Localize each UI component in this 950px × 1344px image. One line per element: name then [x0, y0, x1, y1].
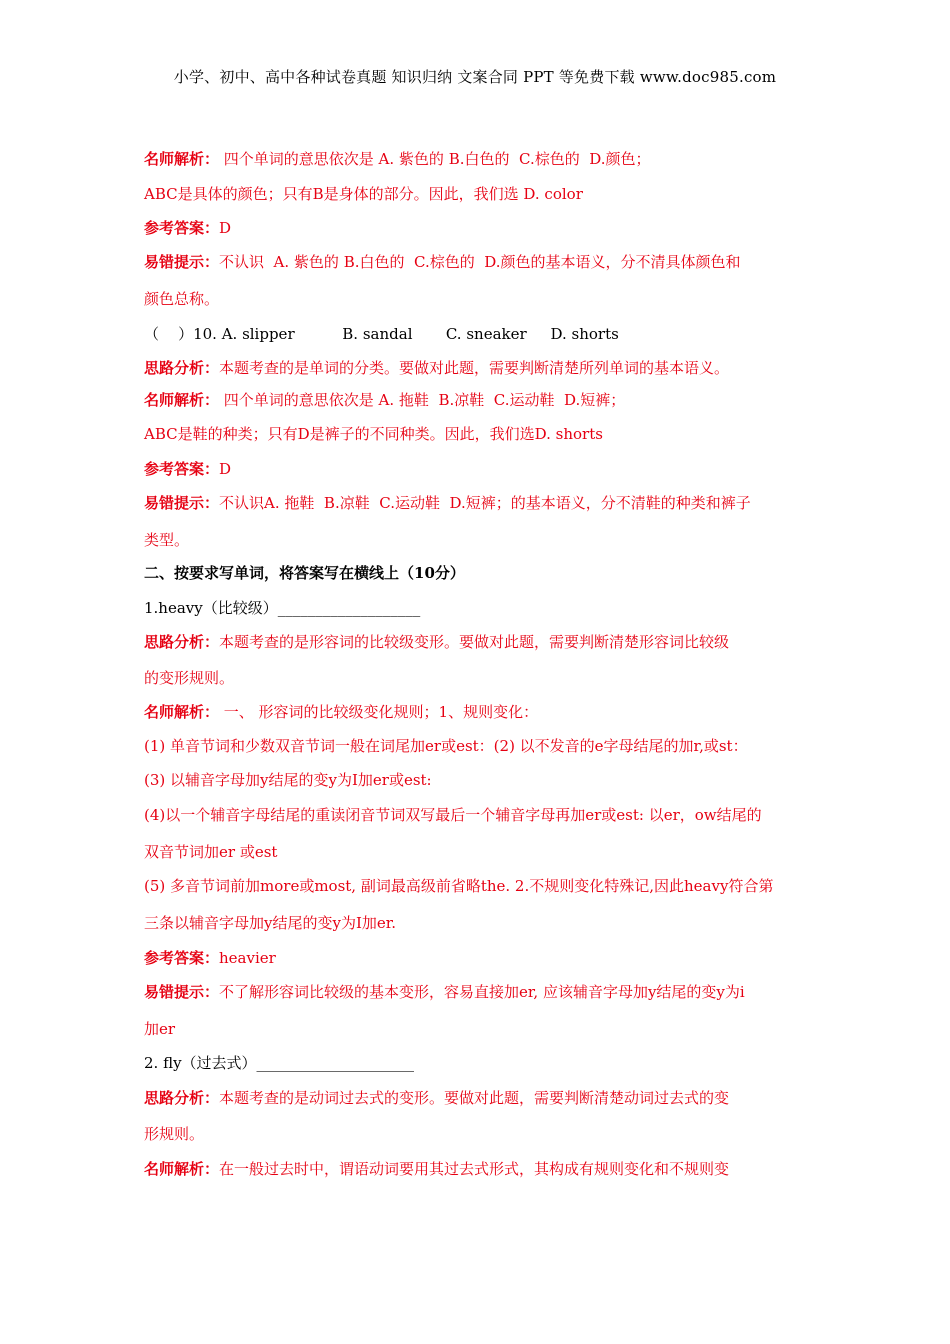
line-text: 在一般过去时中，谓语动词要用其过去式形式，其构成有规则变化和不规则变 [219, 1160, 730, 1178]
line-text: 二、按要求写单词，将答案写在横线上（10分） [144, 564, 465, 582]
text-line [144, 875, 773, 896]
line-text: 四个单词的意思依次是 A. 紫色的 B.白色的 C.棕色的 D.颜色； [219, 150, 651, 168]
text-line [144, 804, 762, 825]
line-text: (3) 以辅音字母加y结尾的变y为I加er或est: [144, 771, 432, 789]
text-line [144, 183, 583, 204]
line-text: 一、 形容词的比较级变化规则；1、规则变化： [219, 703, 539, 721]
line-text: (5) 多音节词前加more或most, 副词最高级前省略the. 2.不规则变化特殊记,因此heavy符合第 [144, 877, 774, 895]
line-text: 2. fly（过去式）_____________________ [144, 1054, 415, 1072]
section-label: 参考答案： [144, 949, 220, 967]
section-label: 思路分析： [144, 359, 220, 377]
text-line [144, 1018, 175, 1039]
line-text: 不了解形容词比较级的基本变形，容易直接加er, 应该辅音字母加y结尾的变y为i [219, 983, 745, 1001]
line-text: 1.heavy（比较级）___________________ [144, 599, 421, 617]
text-line [144, 1052, 414, 1073]
text-line [144, 841, 277, 862]
section-label: 易错提示： [144, 983, 220, 1001]
line-text: 类型。 [144, 531, 190, 549]
text-line [144, 701, 538, 722]
line-text: heavier [219, 949, 276, 967]
text-line [144, 458, 231, 479]
line-text: 双音节词加er 或est [144, 843, 278, 861]
text-line [144, 947, 276, 968]
line-text: ABC是鞋的种类；只有D是裤子的不同种类。因此，我们选D. shorts [144, 425, 603, 443]
text-line [144, 148, 651, 169]
text-line [144, 1087, 729, 1108]
section-label: 易错提示： [144, 253, 220, 271]
text-line [144, 492, 751, 513]
text-line [144, 597, 420, 618]
line-text: 四个单词的意思依次是 A. 拖鞋 B.凉鞋 C.运动鞋 D.短裤； [219, 391, 626, 409]
section-label: 参考答案： [144, 460, 220, 478]
line-text: 本题考查的是形容词的比较级变形。要做对此题，需要判断清楚形容词比较级 [219, 633, 730, 651]
section-label: 思路分析： [144, 1089, 220, 1107]
line-text: 本题考查的是单词的分类。要做对此题，需要判断清楚所列单词的基本语义。 [219, 359, 730, 377]
line-text: 三条以辅音字母加y结尾的变y为I加er. [144, 914, 397, 932]
line-text: D [219, 460, 232, 478]
text-line [144, 323, 619, 344]
text-line [144, 217, 231, 238]
section-label: 名师解析： [144, 391, 220, 409]
line-text: 不认识A. 拖鞋 B.凉鞋 C.运动鞋 D.短裤；的基本语义，分不清鞋的种类和裤子 [219, 494, 751, 512]
text-line [144, 529, 189, 550]
text-line [144, 389, 625, 410]
line-text: 的变形规则。 [144, 669, 235, 687]
text-line [144, 357, 729, 378]
line-text: （ ）10. A. slipper B. sandal C. sneaker D. shorts [144, 325, 619, 343]
line-text: 加er [144, 1020, 176, 1038]
line-text: 不认识 A. 紫色的 B.白色的 C.棕色的 D.颜色的基本语义，分不清具体颜色和 [219, 253, 741, 271]
line-text: D [219, 219, 232, 237]
section-label: 思路分析： [144, 633, 220, 651]
text-line [144, 981, 745, 1002]
text-line [144, 667, 234, 688]
section-label: 参考答案： [144, 219, 220, 237]
text-line [144, 735, 748, 756]
line-text: 本题考查的是动词过去式的变形。要做对此题，需要判断清楚动词过去式的变 [219, 1089, 730, 1107]
text-line [144, 1123, 204, 1144]
line-text: (1) 单音节词和少数双音节词一般在词尾加er或est：(2) 以不发音的e字母结尾的加r,或st： [144, 737, 748, 755]
line-text: (4)以一个辅音字母结尾的重读闭音节词双写最后一个辅音字母再加er或est: 以er，ow结尾的 [144, 806, 762, 824]
text-line [144, 562, 465, 583]
text-line [144, 631, 729, 652]
line-text: 颜色总称。 [144, 290, 220, 308]
section-label: 名师解析： [144, 150, 220, 168]
line-text: 形规则。 [144, 1125, 205, 1143]
text-line [144, 1158, 729, 1179]
section-label: 易错提示： [144, 494, 220, 512]
section-label: 名师解析： [144, 703, 220, 721]
line-text: ABC是具体的颜色；只有B是身体的部分。因此，我们选 D. color [144, 185, 583, 203]
text-line [144, 912, 396, 933]
text-line [144, 769, 432, 790]
text-line [144, 423, 603, 444]
section-label: 名师解析： [144, 1160, 220, 1178]
text-line [144, 288, 219, 309]
text-line [144, 251, 741, 272]
page-header: 小学、初中、高中各种试卷真题 知识归纳 文案合同 PPT 等免费下载 www.doc985.com [173, 68, 777, 86]
